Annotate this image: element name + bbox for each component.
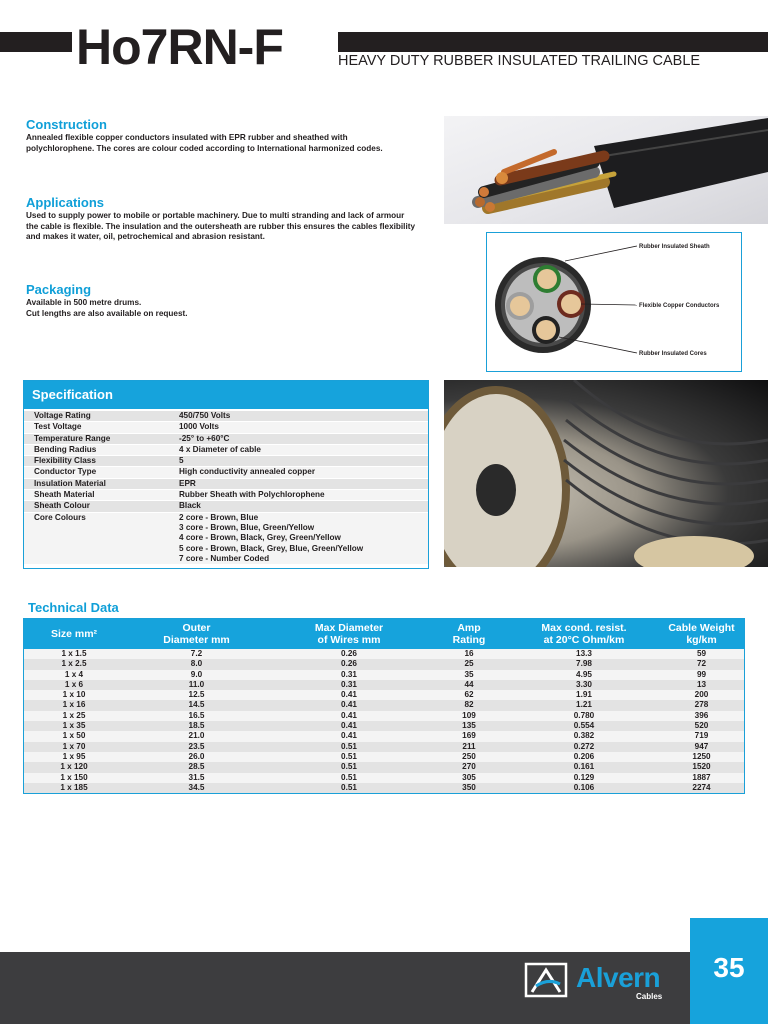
spec-row	[24, 490, 428, 501]
table-cell: 13.3	[576, 649, 592, 658]
column-header-line-2: kg/km	[686, 634, 717, 646]
table-cell: 200	[694, 690, 709, 700]
table-cell: 28.5	[188, 762, 205, 772]
table-cell: 72	[696, 659, 707, 669]
column-header-line-1: Max Diameter	[314, 622, 384, 634]
table-cell: 21.0	[188, 731, 205, 741]
table-cell: 8.0	[190, 659, 203, 669]
spec-value: -25° to +60°C	[179, 433, 230, 443]
table-row	[24, 762, 744, 772]
table-cell: 1.91	[576, 690, 592, 700]
applications-text: Used to supply power to mobile or portable machinery. Due to multi stranding and lack of armour the cable is flexible. The insulation and the outersheath are rubber this ensures the cables flexibility and makes it water, oil, petrochemical and abrasion resistant.	[26, 211, 416, 242]
spec-value: 450/750 Volts	[179, 411, 231, 420]
table-cell: 169	[462, 731, 476, 741]
spec-key: Sheath Colour	[34, 501, 90, 511]
table-cell: 34.5	[188, 782, 205, 792]
brand-name: Alvern	[576, 962, 661, 993]
table-row	[24, 659, 744, 669]
table-cell: 0.206	[573, 751, 595, 761]
table-cell: 0.31	[341, 669, 357, 679]
table-cell: 305	[462, 772, 476, 782]
spec-value: Rubber Sheath with Polychlorophene	[179, 490, 325, 500]
table-cell: 1 x 6	[64, 679, 84, 689]
table-cell: 1 x 16	[62, 700, 86, 710]
table-cell: 0.272	[573, 741, 595, 751]
table-cell: 1 x 50	[62, 731, 86, 741]
table-cell: 135	[462, 721, 476, 731]
table-cell: 1 x 2.5	[61, 659, 87, 669]
spec-row	[24, 467, 428, 478]
table-cell: 25	[464, 659, 474, 669]
table-cell: 719	[694, 731, 709, 741]
brand-subtitle: Cables	[636, 992, 663, 1001]
construction-text: Annealed flexible copper conductors insulated with EPR rubber and sheathed with polychlorophene. The cores are colour coded according to International harmonized codes.	[26, 133, 383, 153]
table-row	[24, 773, 744, 783]
spec-key: Core Colours	[34, 512, 86, 522]
table-cell: 1 x 25	[62, 710, 86, 720]
cable-end-photo	[444, 116, 768, 224]
table-cell: 23.5	[188, 741, 205, 751]
table-cell: 99	[696, 669, 707, 679]
table-cell: 0.26	[341, 659, 357, 669]
column-header	[124, 622, 269, 646]
spec-row	[24, 411, 428, 422]
page-subtitle: HEAVY DUTY RUBBER INSULATED TRAILING CABLE	[338, 53, 701, 69]
table-cell: 16	[464, 649, 474, 658]
table-cell: 109	[462, 710, 476, 720]
table-cell: 7.2	[190, 649, 203, 658]
spec-row	[24, 513, 428, 565]
table-cell: 1250	[692, 751, 711, 761]
packaging-line-1: Available in 500 metre drums.	[26, 298, 142, 307]
technical-data-heading: Technical Data	[28, 600, 119, 615]
table-row	[24, 721, 744, 731]
table-row	[24, 742, 744, 752]
spec-key: Insulation Material	[34, 478, 106, 488]
table-cell: 13	[696, 679, 707, 689]
table-cell: 520	[694, 721, 709, 731]
spec-key: Flexibility Class	[34, 456, 96, 466]
column-header-line-1: Outer	[182, 622, 211, 634]
specification-table	[23, 380, 429, 569]
table-cell: 0.51	[341, 772, 357, 782]
spec-value: 4 x Diameter of cable	[179, 444, 261, 454]
table-cell: 11.0	[188, 679, 205, 689]
spec-row	[24, 479, 428, 490]
spec-value: Black	[179, 501, 201, 511]
table-row	[24, 731, 744, 741]
spec-value: 2 core - Brown, Blue 3 core - Brown, Blue, Green/Yellow 4 core - Brown, Black, Grey, Green/Yellow 5 core - Brown, Black, Grey, Blue, Green/Yellow 7 core - Number Coded	[179, 512, 364, 563]
table-cell: 0.31	[341, 679, 357, 689]
header-band-left	[0, 32, 72, 52]
table-cell: 211	[462, 741, 476, 751]
cable-drum-photo	[444, 380, 768, 567]
table-row	[24, 690, 744, 700]
table-cell: 0.41	[341, 731, 357, 741]
packaging-heading: Packaging	[26, 282, 92, 297]
table-cell: 278	[694, 700, 709, 710]
spec-value: High conductivity annealed copper	[179, 467, 316, 477]
applications-heading: Applications	[26, 195, 105, 210]
header-band-right	[338, 32, 768, 52]
column-header-line-2: Rating	[452, 634, 486, 646]
table-row	[24, 711, 744, 721]
table-cell: 14.5	[188, 700, 205, 710]
table-cell: 1 x 70	[62, 741, 86, 751]
column-header	[509, 622, 659, 646]
table-cell: 0.41	[341, 710, 357, 720]
table-row	[24, 700, 744, 710]
spec-key: Temperature Range	[34, 433, 111, 443]
table-row	[24, 752, 744, 762]
table-cell: 0.780	[573, 710, 595, 720]
label-copper-conductors: Flexible Copper Conductors	[639, 303, 720, 309]
table-row	[24, 783, 744, 793]
table-cell: 0.51	[341, 751, 357, 761]
spec-key: Sheath Material	[34, 490, 95, 500]
table-cell: 82	[464, 700, 474, 710]
spec-key: Test Voltage	[34, 422, 82, 432]
spec-row	[24, 422, 428, 433]
table-cell: 18.5	[188, 721, 205, 731]
table-cell: 0.382	[573, 731, 595, 741]
spec-key: Conductor Type	[34, 467, 97, 477]
label-insulated-cores: Rubber Insulated Cores	[639, 351, 707, 357]
column-header	[659, 622, 744, 646]
page-number: 35	[713, 952, 745, 983]
column-header	[24, 628, 124, 640]
table-cell: 62	[464, 690, 474, 700]
spec-value: 5	[179, 456, 184, 466]
table-cell: 396	[694, 710, 709, 720]
label-rubber-sheath: Rubber Insulated Sheath	[639, 244, 710, 250]
column-header	[429, 622, 509, 646]
table-cell: 1887	[692, 772, 711, 782]
table-cell: 16.5	[188, 710, 205, 720]
table-cell: 1 x 35	[62, 721, 86, 731]
table-cell: 1 x 150	[60, 772, 88, 782]
specification-heading: Specification	[24, 381, 428, 409]
technical-data-header	[24, 619, 744, 649]
table-cell: 3.30	[576, 679, 592, 689]
spec-key: Voltage Rating	[34, 411, 91, 420]
table-cell: 1 x 95	[62, 751, 86, 761]
table-cell: 0.106	[573, 782, 595, 792]
table-cell: 0.51	[341, 762, 357, 772]
table-cell: 250	[462, 751, 476, 761]
table-row	[24, 670, 744, 680]
table-cell: 1 x 1.5	[61, 649, 87, 658]
table-cell: 7.98	[576, 659, 592, 669]
table-cell: 0.161	[573, 762, 595, 772]
table-cell: 0.51	[341, 741, 357, 751]
table-cell: 0.41	[341, 721, 357, 731]
technical-data-table	[23, 618, 745, 794]
cross-section-diagram	[486, 232, 742, 372]
table-row	[24, 680, 744, 690]
table-cell: 35	[464, 669, 474, 679]
table-cell: 26.0	[188, 751, 205, 761]
table-cell: 0.41	[341, 690, 357, 700]
page-title: Ho7RN-F	[76, 19, 283, 75]
column-header-line-2: of Wires mm	[317, 634, 381, 646]
spec-value: 1000 Volts	[179, 422, 219, 432]
table-cell: 947	[694, 741, 709, 751]
column-header-line-1: Cable Weight	[668, 622, 735, 634]
specification-rows	[24, 411, 428, 565]
table-cell: 44	[464, 679, 474, 689]
table-cell: 59	[696, 649, 707, 658]
column-header-line-2: Diameter mm	[163, 634, 230, 646]
spec-row	[24, 501, 428, 512]
table-cell: 1520	[692, 762, 711, 772]
column-header-line-2: at 20°C Ohm/km	[543, 634, 625, 646]
spec-value: EPR	[179, 478, 196, 488]
table-cell: 9.0	[190, 669, 203, 679]
table-cell: 0.51	[341, 782, 357, 792]
construction-heading: Construction	[26, 117, 107, 132]
packaging-line-2: Cut lengths are also available on request.	[26, 308, 188, 318]
table-cell: 1.21	[576, 700, 592, 710]
table-cell: 0.554	[573, 721, 595, 731]
spec-row	[24, 434, 428, 445]
table-cell: 270	[462, 762, 476, 772]
table-cell: 0.129	[573, 772, 595, 782]
table-cell: 1 x 10	[62, 690, 86, 700]
column-header-line-1: Amp	[457, 622, 481, 634]
table-cell: 0.41	[341, 700, 357, 710]
table-cell: 2274	[692, 782, 711, 792]
spec-row	[24, 456, 428, 467]
technical-data-rows	[24, 649, 744, 793]
table-row	[24, 649, 744, 659]
table-cell: 31.5	[188, 772, 205, 782]
column-header-line-1: Max cond. resist.	[541, 622, 627, 634]
table-cell: 12.5	[188, 690, 205, 700]
table-cell: 1 x 120	[60, 762, 88, 772]
column-header-line-1: Size mm²	[50, 628, 98, 640]
column-header	[269, 622, 429, 646]
alvern-logo-icon	[524, 962, 568, 998]
table-cell: 4.95	[576, 669, 592, 679]
spec-key: Bending Radius	[34, 444, 97, 454]
table-cell: 0.26	[341, 649, 357, 658]
table-cell: 1 x 4	[64, 669, 84, 679]
spec-row	[24, 445, 428, 456]
table-cell: 1 x 185	[60, 782, 88, 792]
table-cell: 350	[462, 782, 476, 792]
